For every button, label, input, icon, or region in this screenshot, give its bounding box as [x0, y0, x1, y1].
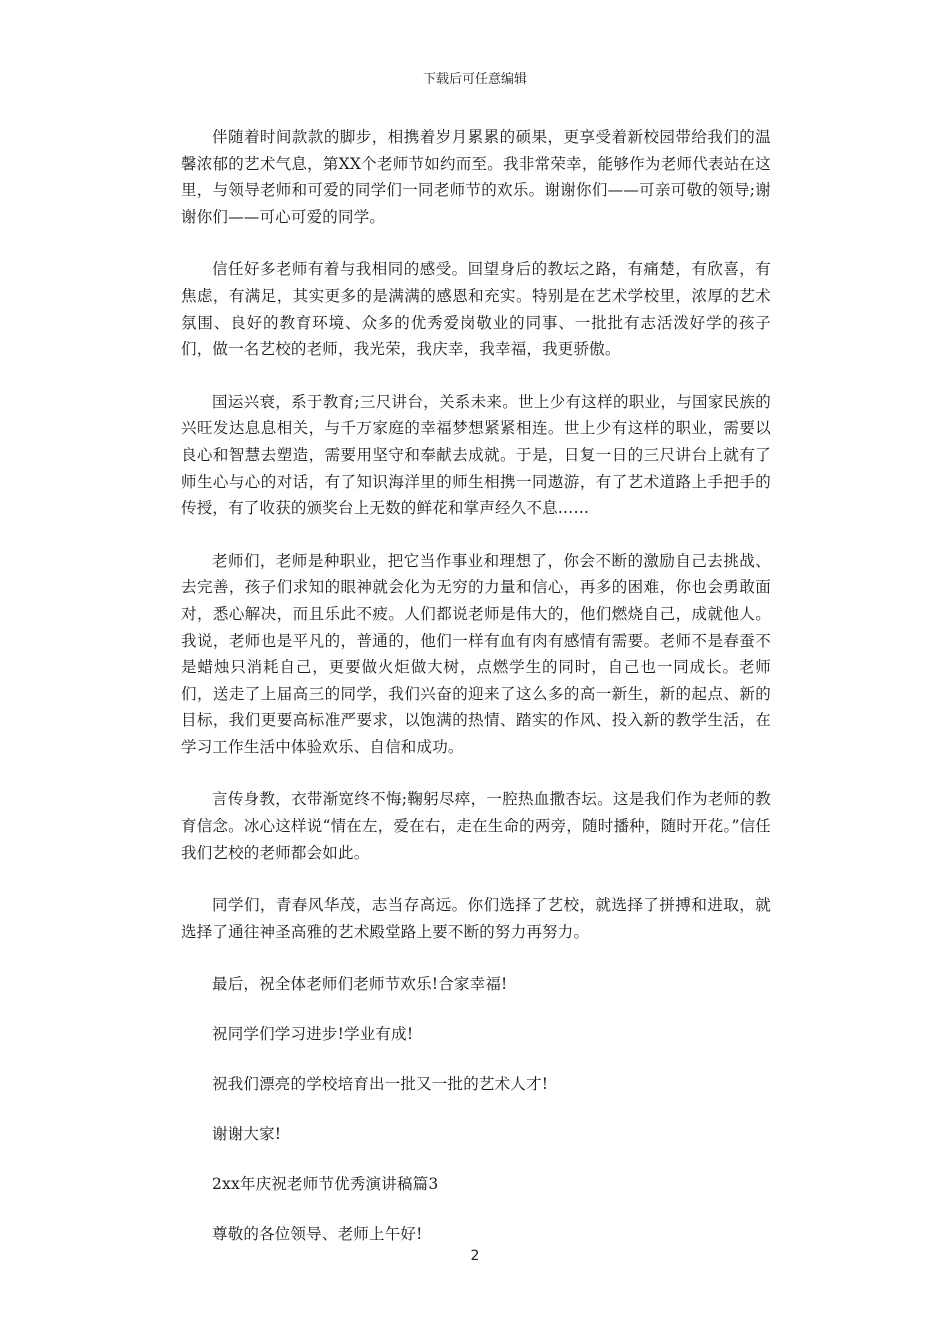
paragraph-wish-school: 祝我们漂亮的学校培育出一批又一批的艺术人才! [212, 1075, 549, 1094]
paragraph-greeting: 尊敬的各位领导、老师上午好! [212, 1225, 423, 1244]
document-body [181, 124, 771, 1271]
paragraph-thanks: 谢谢大家! [212, 1125, 282, 1144]
paragraph-opening: 伴随着时间款款的脚步，相携着岁月累累的硕果，更享受着新校园带给我们的温馨浓郁的艺术气息，第XX个老师节如约而至。我非常荣幸，能够作为老师代表站在这里，与领导老师和可爱的同学们一同老师节的欢乐。谢谢你们——可亲可敬的领导;谢谢你们——可心可爱的同学。 [181, 128, 771, 226]
paragraph-students: 同学们，青春风华茂，志当存高远。你们选择了艺校，就选择了拼搏和进取，就选择了通往神圣高雅的艺术殿堂路上要不断的努力再努力。 [181, 896, 771, 941]
paragraph-belief: 言传身教，衣带渐宽终不悔;鞠躬尽瘁，一腔热血撒杏坛。这是我们作为老师的教育信念。冰心这样说“情在左，爱在右，走在生命的两旁，随时播种，随时开花。”信任我们艺校的老师都会如此。 [181, 790, 771, 862]
paragraph-teachers: 老师们，老师是种职业，把它当作事业和理想了，你会不断的激励自己去挑战、去完善，孩子们求知的眼神就会化为无穷的力量和信心，再多的困难，你也会勇敢面对，悉心解决，而且乐此不疲。人们都说老师是伟大的，他们燃烧自己，成就他人。我说，老师也是平凡的，普通的，他们一样有血有肉有感情有需要。老师不是春蚕不是蜡烛只消耗自己，更要做火炬做大树，点燃学生的同时，自己也一同成长。老师们，送走了上届高三的同学，我们兴奋的迎来了这么多的高一新生，新的起点、新的目标，我们更要高标准严要求，以饱满的热情、踏实的作风、投入新的教学生活，在学习工作生活中体验欢乐、自信和成功。 [181, 551, 771, 756]
paragraph-wish-students: 祝同学们学习进步!学业有成! [212, 1025, 414, 1044]
section-heading: 2xx年庆祝老师节优秀演讲稿篇3 [212, 1175, 439, 1194]
paragraph-education: 国运兴衰，系于教育;三尺讲台，关系未来。世上少有这样的职业，与国家民族的兴旺发达息息相关，与千万家庭的幸福梦想紧紧相连。世上少有这样的职业，需要以良心和智慧去塑造，需要用坚守和奉献去成就。于是，日复一日的三尺讲台上就有了师生心与心的对话，有了知识海洋里的师生相携一同遨游，有了艺术道路上手把手的传授，有了收获的颁奖台上无数的鲜花和掌声经久不息…… [181, 392, 771, 518]
paragraph-wish-teachers: 最后，祝全体老师们老师节欢乐!合家幸福! [212, 975, 508, 994]
page-header: 下载后可任意编辑 [422, 72, 527, 87]
paragraph-feelings: 信任好多老师有着与我相同的感受。回望身后的教坛之路，有痛楚，有欣喜，有焦虑，有满足，其实更多的是满满的感恩和充实。特别是在艺术学校里，浓厚的艺术氛围、良好的教育环境、众多的优秀爱岗敬业的同事、一批批有志活泼好学的孩子们，做一名艺校的老师，我光荣，我庆幸，我幸福，我更骄傲。 [181, 260, 771, 359]
page-number: 2 [470, 1248, 480, 1264]
